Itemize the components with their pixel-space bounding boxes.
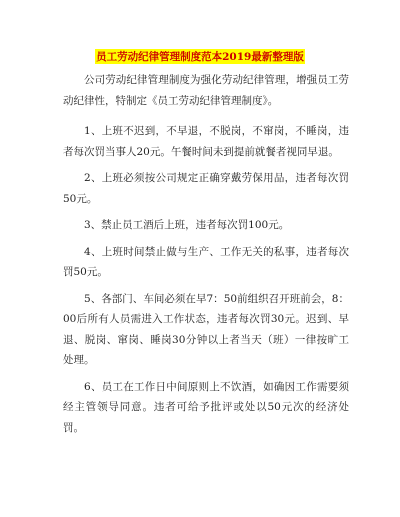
rule-3-paragraph: 3、禁止员工酒后上班，违者每次罚100元。 (84, 219, 290, 231)
document-body (63, 70, 349, 444)
rule-2-paragraph: 2、上班必须按公司规定正确穿戴劳保用品，违者每次罚50元。 (63, 172, 349, 205)
title-highlight (95, 49, 305, 64)
rule-1-paragraph: 1、上班不迟到，不早退，不脱岗，不窜岗，不睡岗，违者每次罚当事人20元。午餐时间未到提前就餐者视同早退。 (63, 125, 349, 158)
rule-5-paragraph: 5、各部门、车间必须在早7：50前组织召开班前会，8：00后所有人员需进入工作状态，违者每次罚30元。迟到、早退、脱岗、窜岗、睡岗30分钟以上者当天（班）一律按旷工处理。 (63, 292, 349, 366)
rule-4-paragraph: 4、上班时间禁止做与生产、工作无关的私事，违者每次罚50元。 (63, 245, 349, 278)
document-title: 员工劳动纪律管理制度范本2019最新整理版 (96, 51, 304, 63)
intro-paragraph: 公司劳动纪律管理制度为强化劳动纪律管理，增强员工劳动纪律性，特制定《员工劳动纪律管理制度》。 (63, 74, 349, 107)
rule-6-paragraph: 6、员工在工作日中间原则上不饮酒，如确因工作需要须经主管领导同意。违者可给予批评或处以50元次的经济处罚。 (63, 380, 349, 434)
